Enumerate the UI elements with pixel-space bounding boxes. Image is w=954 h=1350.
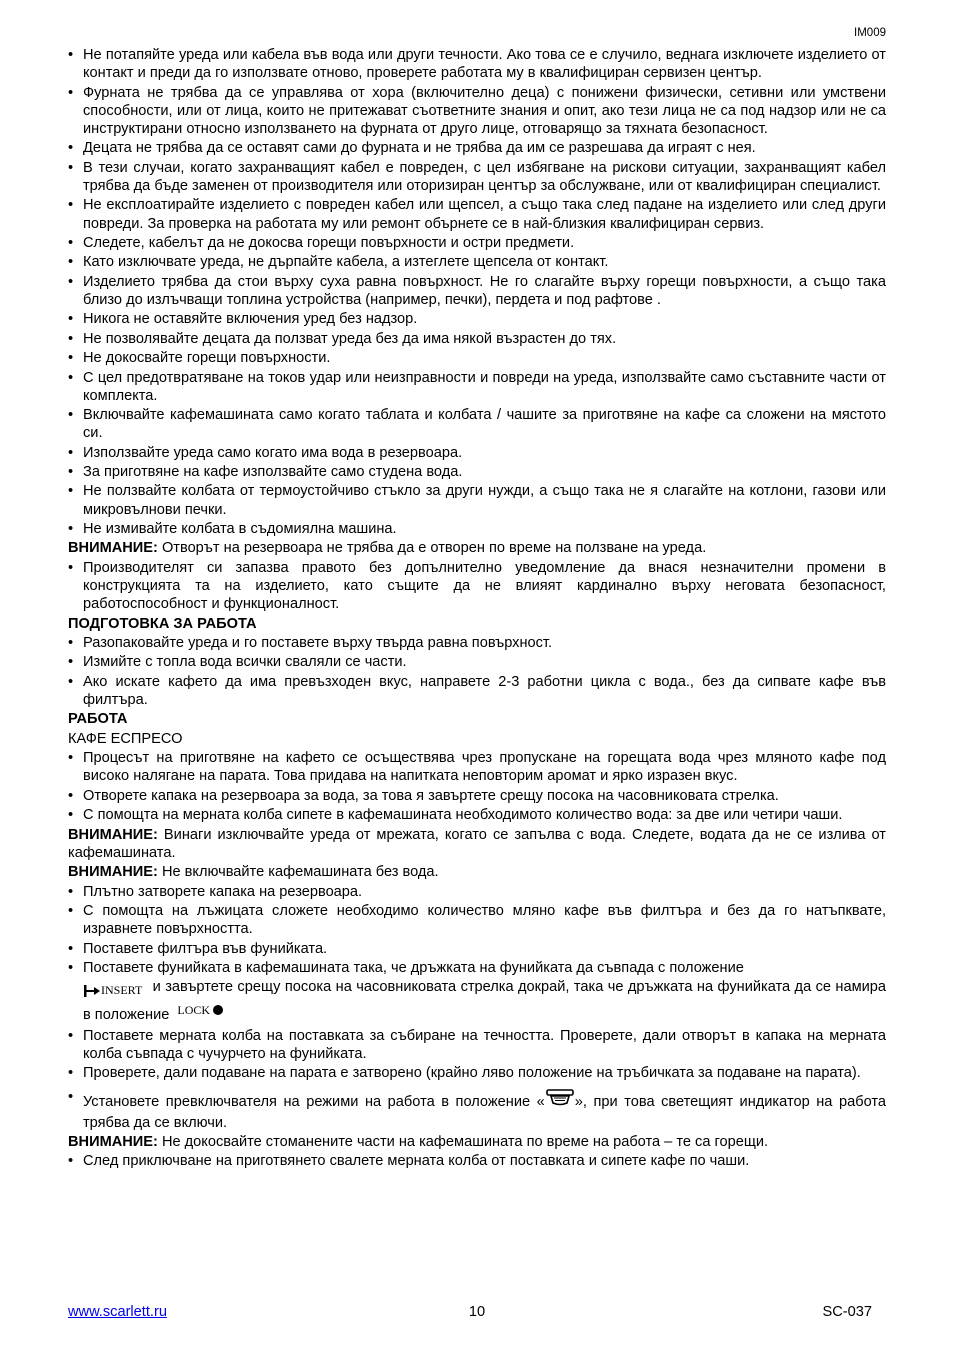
list-item: • Децата не трябва да се оставят сами до фурната и не трябва да им се разрешава да играят с нея.: [68, 140, 756, 157]
list-item: • Не потапяйте уреда или кабела във вода или други течности. Ако това се е случило, веднага изключете изделието от контакт и преди да го използвате отново, проверете работата му в квалифициран сервизен център.: [68, 47, 886, 82]
footer-model: SC-037: [822, 1304, 872, 1320]
list-item-mode: • Установете превключвателя на режими на работа в положение « », при това светещият индикатор на работа трябва да се включи.: [68, 1089, 886, 1131]
list-item: • Като изключвате уреда, не дърпайте кабела, а изтеглете щепсела от контакт.: [68, 254, 609, 271]
list-item: • Измийте с топла вода всички сваляли се части.: [68, 654, 407, 671]
list-item: • Не докосвайте горещи повърхности.: [68, 350, 331, 367]
section-heading-operation: РАБОТА: [68, 711, 128, 728]
bullet-icon: •: [68, 407, 74, 424]
bullet-icon: •: [68, 521, 74, 538]
list-item: • Отворете капака на резервоара за вода, за това я завъртете срещу посока на часовниковата стрелка.: [68, 787, 779, 804]
list-item: • Поставете мерната колба на поставката за събиране на течността. Проверете, дали отворът в капака на мерната колба съвпада с чучурчето на фунийката.: [68, 1027, 886, 1062]
list-item: • След приключване на приготвянето свалете мерната колба от поставката и сипете кафе по чаши.: [68, 1153, 750, 1170]
espresso-cup-mode-icon: [545, 1088, 575, 1113]
bullet-icon: •: [68, 330, 74, 347]
bullet-icon: •: [68, 787, 74, 804]
bullet-icon: •: [68, 1065, 74, 1082]
bullet-icon: •: [68, 883, 74, 900]
list-item: • Проверете, дали подаване на парата е затворено (крайно ляво положение на тръбичката за подаване на парата).: [68, 1065, 861, 1082]
warning-hot-parts: ВНИМАНИЕ: Не докосвайте стоманените части на кафемашината по време на работа – те са горещи.: [68, 1134, 769, 1151]
safety-list: [68, 46, 886, 538]
operation-list-c: [68, 1027, 886, 1132]
list-item: • Процесът на приготвяне на кафето се осъществява чрез пропускане на горещата вода чрез мляното кафе под високо налягане на парата. Това придава на напитката неповторим аромат и ярко изразен вкус.: [68, 750, 886, 785]
bullet-icon: •: [68, 1027, 74, 1044]
list-item: • Разопаковайте уреда и го поставете върху твърда равна повърхност.: [68, 635, 553, 652]
bullet-icon: •: [68, 464, 74, 481]
bullet-icon: •: [68, 254, 74, 271]
list-item: • С помощта на мерната колба сипете в кафемашината необходимото количество вода: за две или четири чаши.: [68, 807, 843, 824]
operation-list-d: [68, 1152, 886, 1170]
bullet-icon: •: [68, 483, 74, 500]
bullet-icon: •: [68, 273, 74, 290]
insert-position-icon: INSERT: [83, 981, 142, 1001]
list-item: • Плътно затворете капака на резервоара.: [68, 883, 363, 900]
bullet-icon: •: [68, 350, 74, 367]
bullet-icon: •: [68, 369, 74, 386]
bullet-icon: •: [68, 959, 74, 976]
preparation-list: [68, 634, 886, 709]
list-item: • Производителят си запазва правото без допълнително уведомление да внася незначителни промени в конструкцията та на изделието, като същите да не влияят кардинално върху неговата безопасност, работоспособност и функционалност.: [68, 559, 886, 613]
page-content: [68, 46, 886, 1172]
page-footer: [68, 1304, 886, 1324]
operation-list-a: [68, 749, 886, 824]
bullet-icon: •: [68, 234, 74, 251]
list-item: • Включвайте кафемашината само когато таблата и колбата / чашите за приготвяне на кафе са сложени на мястото си.: [68, 407, 886, 442]
warning-no-water: ВНИМАНИЕ: Не включвайте кафемашината без вода.: [68, 864, 439, 881]
bullet-icon: •: [68, 197, 74, 214]
bullet-icon: •: [68, 84, 74, 101]
list-item: • Поставете филтъра във фунийката.: [68, 940, 328, 957]
bullet-icon: •: [68, 673, 74, 690]
bullet-icon: •: [68, 1153, 74, 1170]
list-item: • Следете, кабелът да не докосва горещи повърхности и остри предмети.: [68, 234, 575, 251]
bullet-icon: •: [68, 159, 74, 176]
subheading-espresso: КАФЕ ЕСПРЕСО: [68, 730, 183, 747]
bullet-icon: •: [68, 807, 74, 824]
list-item: • С помощта на лъжицата сложете необходимо количество мляно кафе във филтъра и без да го натъпквате, изравнете повърхността.: [68, 902, 886, 938]
bullet-icon: •: [68, 47, 74, 63]
bullet-icon: •: [68, 635, 74, 652]
manufacturer-note-list: [68, 559, 886, 614]
bullet-icon: •: [68, 444, 74, 461]
bullet-icon: •: [68, 750, 74, 767]
model-code: IM009: [854, 27, 886, 39]
list-item: • Не измивайте колбата в съдомиялна машина.: [68, 521, 397, 538]
bullet-icon: •: [68, 654, 74, 671]
list-item: • Използвайте уреда само когато има вода в резервоара.: [68, 444, 463, 461]
list-item: • Ако искате кафето да има превъзходен вкус, направете 2-3 работни цикла с вода., без да сипвате кафе във филтъра.: [68, 673, 886, 709]
operation-list-b: [68, 883, 886, 1026]
bullet-icon: •: [68, 559, 74, 576]
warning-unplug: ВНИМАНИЕ: Винаги изключвайте уреда от мрежата, когато се запълва с вода. Следете, водата да не се излива от кафемашината.: [68, 826, 886, 861]
bullet-icon: •: [68, 1089, 74, 1106]
list-item: • Изделието трябва да стои върху суха равна повърхност. Не го слагайте върху горещи повърхности, а също така близо до излъчващи топлина устройства (например, печки), пердета и под рафтове .: [68, 273, 886, 308]
page-number: 10: [468, 1304, 486, 1320]
warning-reservoir: ВНИМАНИЕ: Отворът на резервоара не трябва да е отворен по време на ползване на уреда.: [68, 540, 707, 557]
list-item: • За приготвяне на кафе използвайте само студена вода.: [68, 464, 463, 481]
bullet-icon: •: [68, 140, 74, 157]
list-item: • Не ползвайте колбата от термоустойчиво стъкло за други нужди, а също така не я слагайте на котлони, газови или микровълнови печки.: [68, 483, 886, 518]
list-item: • Не експлоатирайте изделието с повреден кабел или щепсел, а също така след падане на изделието или след други повреди. За проверка на работата му или ремонт обърнете се в най-близкия квалифициран сервиз.: [68, 197, 886, 232]
section-heading-preparation: ПОДГОТОВКА ЗА РАБОТА: [68, 615, 257, 632]
list-item: • С цел предотвратяване на токов удар или неизправности и повреди на уреда, използвайте само съставните части от комплекта.: [68, 369, 886, 404]
bullet-icon: •: [68, 902, 74, 919]
list-item: • Фурната не трябва да се управлява от хора (включително деца) с понижени физически, сетивни или умствени способности, или от лица, които не притежават съответните знания и опит, ако тези лица не са под надзор или не са инструктирани относно използването на фурната от друго лице, отговарящо за тяхната безопасност.: [68, 84, 886, 137]
list-item: • Никога не оставяйте включения уред без надзор.: [68, 311, 418, 328]
lock-position-icon: LOCK: [177, 1001, 224, 1021]
list-item: • В тези случаи, когато захранващият кабел е повреден, с цел избягване на рискови ситуации, захранващият кабел трябва да бъде заменен от производителя или оторизиран център за обслужване, или от квалифициран специалист.: [68, 159, 886, 194]
website-link[interactable]: www.scarlett.ru: [68, 1304, 167, 1320]
list-item-funnel: • Поставете фунийката в кафемашината така, че дръжката на фунийката да съвпада с положение INSERT и завъртете срещу посока на часовниковата стрелка докрай, така че дръжката на фунийката да се намира в положение LOCK: [68, 959, 886, 1023]
bullet-icon: •: [68, 940, 74, 957]
list-item: • Не позволявайте децата да ползват уреда без да има някой възрастен до тях.: [68, 330, 617, 347]
bullet-icon: •: [68, 311, 74, 328]
